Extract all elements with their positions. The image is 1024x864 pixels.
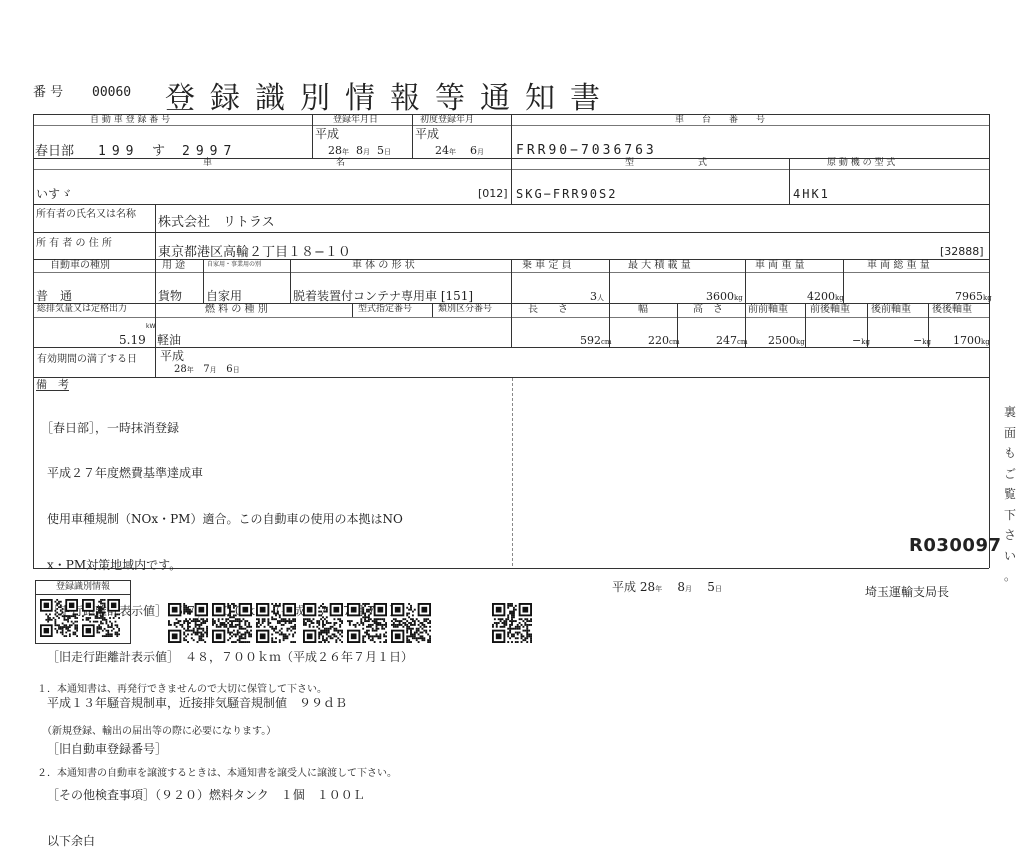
body-shape-header: 車 体 の 形 状 [352, 260, 415, 271]
max-load-header: 最 大 積 載 量 [628, 260, 691, 271]
fr-axle-header: 前後軸重 [810, 304, 850, 315]
issue-date: 平成 28年 8月 5日 [612, 580, 722, 594]
rf-axle-header: 後前軸重 [871, 304, 911, 315]
qr-code [168, 603, 208, 643]
expiry-date: 28年 7月 6日 [174, 364, 240, 375]
reg-date: 28年 8月 5日 [328, 144, 391, 157]
max-load: 3600kg [706, 290, 743, 303]
qr-code [40, 599, 78, 637]
remark-line: 使用車種規制（NOx・PM）適合。この自動車の使用の本拠はNO [47, 512, 403, 527]
reg-date-header: 登録年月日 [333, 115, 379, 125]
footer-note: （新規登録、輸出の届出等の際に必要になります。） [37, 726, 277, 737]
rr-axle-value: 1700kg [953, 334, 990, 347]
expiry-label: 有効期間の満了する日 [37, 354, 137, 365]
displacement-header: 総排気量又は定格出力 [37, 304, 128, 314]
qr-code [212, 603, 252, 643]
remark-line: ［旧走行距離計表示値］ ４８，７００ｋｍ（平成２６年７月１日） [47, 650, 414, 665]
seating-capacity: 3人 [590, 290, 604, 303]
first-reg-date: 24年 6月 [435, 144, 484, 157]
qr-code [256, 603, 296, 643]
expiry-era: 平成 [160, 349, 185, 363]
make-header: 車 [203, 158, 213, 168]
remark-line: x・PM対策地域内です。 [47, 558, 182, 573]
qr-group-2 [168, 603, 296, 643]
address-code: [32888] [940, 245, 984, 258]
type-header-2: 式 [698, 158, 708, 168]
model-type: SKG−FRR90S2 [516, 187, 618, 201]
length-value: 592cm [580, 334, 612, 347]
remark-line: ［走行距離計表示値］ [47, 604, 162, 619]
reg-date-era: 平成 [315, 127, 340, 141]
rf-axle-value: −kg [913, 334, 931, 347]
engine-header: 原 動 機 の 型 式 [827, 158, 896, 168]
remark-line: ［その他検査事項］（９２０）燃料タンク １個 １００Ｌ [47, 787, 365, 802]
plate-class: 199 [98, 144, 140, 159]
body-shape: 脱着装置付コンテナ専用車 [151] [293, 289, 474, 303]
serial-number: R030097 [909, 535, 1002, 556]
owner-address-label: 所 有 者 の 住 所 [36, 238, 112, 249]
remark-line: 以下余白 [47, 833, 96, 848]
height-header: 高 さ [693, 304, 723, 315]
footer-note: １．本通知書は、再発行できませんので大切に保管して下さい。 [37, 684, 327, 695]
vehicle-use: 貨物 [158, 289, 183, 303]
qr-group-3 [303, 603, 431, 643]
remark-line: 平成２７年度燃費基準達成車 [47, 466, 204, 481]
plate-kana: す [152, 144, 166, 159]
first-reg-era: 平成 [415, 127, 440, 141]
ff-axle-value: 2500kg [768, 334, 805, 347]
page-title: 登録識別情報等通知書 [165, 81, 615, 116]
make-code: [012] [478, 187, 508, 200]
make-header-2: 名 [336, 158, 346, 168]
fuel-type: 軽油 [157, 333, 182, 347]
length-header: 長 さ [528, 304, 568, 315]
use-header: 用 途 [162, 260, 186, 271]
height-value: 247cm [716, 334, 748, 347]
reg-no-header: 自 動 車 登 録 番 号 [90, 115, 171, 125]
purpose-header: 自家用・事業用の別 [207, 261, 262, 268]
footer-notes [37, 655, 397, 795]
qr-code [391, 603, 431, 643]
qr-code [492, 603, 532, 643]
remark-line: 平成１３年騒音規制車，近接排気騒音規制値 ９９ｄＢ [47, 695, 348, 710]
type-header: 型 [625, 158, 635, 168]
document-number: 00060 [92, 85, 132, 100]
vehicle-kind-header: 自動車の種別 [50, 260, 110, 271]
first-reg-header: 初度登録年月 [420, 115, 475, 125]
owner-name: 株式会社 リトラス [158, 215, 275, 230]
remark-line: ［旧自動車登録番号］ [47, 741, 168, 756]
gross-weight: 7965kg [955, 290, 992, 303]
vehicle-kind: 普 通 [36, 289, 73, 303]
number-label: 番 号 [33, 85, 64, 100]
qr-code [347, 603, 387, 643]
vehicle-weight-header: 車 両 重 量 [755, 260, 805, 271]
fuel-header: 燃 料 の 種 別 [205, 304, 268, 315]
chassis-header: 車 台 番 号 [675, 115, 766, 125]
vehicle-purpose: 自家用 [206, 289, 243, 303]
owner-name-label: 所有者の氏名又は名称 [36, 209, 136, 220]
footer-note: ２．本通知書の自動車を譲渡するときは、本通知書を譲受人に譲渡して下さい。 [37, 768, 397, 779]
category-header: 類別区分番号 [438, 304, 493, 314]
plate-region: 春日部 [35, 144, 75, 159]
capacity-header: 乗 車 定 員 [522, 260, 572, 271]
displacement-unit: kW [146, 323, 156, 330]
plate-number: 2997 [182, 144, 238, 159]
qr-group-4 [492, 603, 532, 643]
chassis-number: FRR90−7036763 [516, 143, 657, 158]
qr-group-1 [40, 599, 120, 637]
vehicle-make: いすゞ [36, 187, 73, 201]
type-designation-header: 型式指定番号 [358, 304, 413, 314]
issuing-office: 埼玉運輸支局長 [865, 585, 950, 599]
qr-label: 登録識別情報 [36, 583, 130, 595]
qr-code [303, 603, 343, 643]
remarks-label: 備 考 [36, 378, 69, 391]
displacement: 5.19 [119, 333, 146, 347]
owner-address: 東京都港区高輪２丁目１８−１０ [158, 245, 351, 260]
fr-axle-value: −kg [852, 334, 870, 347]
remark-line: ［春日部］，一時抹消登録 [41, 420, 180, 435]
gross-weight-header: 車 両 総 重 量 [867, 260, 930, 271]
width-header: 幅 [638, 304, 648, 315]
width-value: 220cm [648, 334, 680, 347]
qr-code [82, 599, 120, 637]
engine-type: 4HK1 [793, 187, 830, 201]
vehicle-weight: 4200kg [807, 290, 844, 303]
ff-axle-header: 前前軸重 [748, 304, 788, 315]
rr-axle-header: 後後軸重 [932, 304, 972, 315]
side-note-vertical: 裏 面 も ご 覧 下 さ い 。 [1003, 405, 1016, 583]
